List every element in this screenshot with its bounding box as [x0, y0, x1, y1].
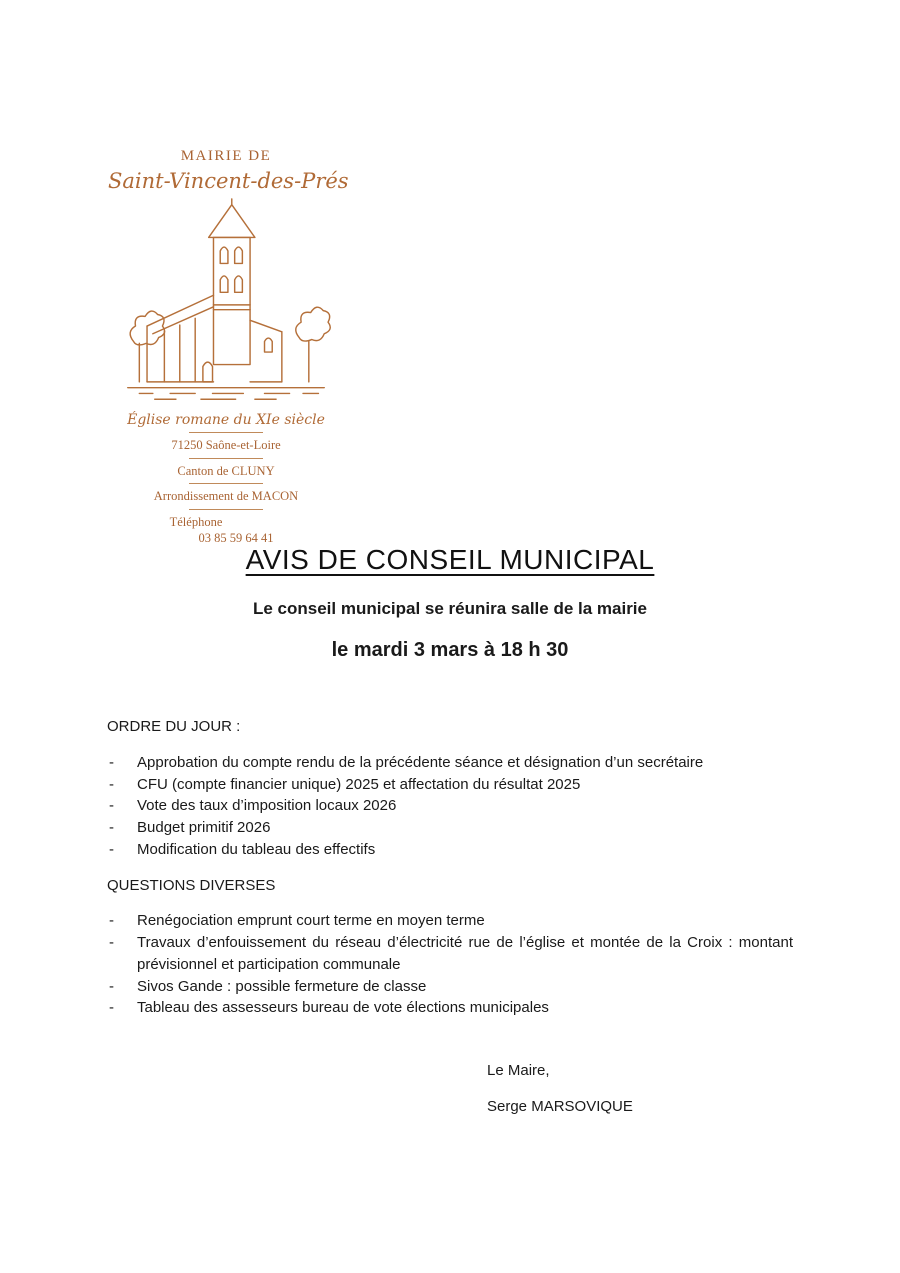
- separator-line: [189, 509, 263, 510]
- list-item: [107, 817, 793, 839]
- list-item: [107, 997, 793, 1019]
- letterhead-canton: Canton de CLUNY: [177, 463, 275, 478]
- subtitle-location: Le conseil municipal se réunira salle de la mairie: [252, 599, 647, 618]
- list-item: [107, 752, 793, 774]
- list-item-text: Budget primitif 2026: [137, 819, 271, 836]
- signature-role: Le Maire,: [487, 1062, 550, 1079]
- church-sketch-image: [108, 197, 344, 410]
- list-item-text: Travaux d’enfouissement du réseau d’électricité rue de l’église et montée de la Croix : montant prévisionnel et participation communale: [137, 934, 793, 973]
- list-marker: -: [109, 797, 114, 815]
- agenda-heading: ORDRE DU JOUR :: [107, 718, 241, 735]
- list-item: [107, 932, 793, 976]
- separator-line: [189, 483, 263, 484]
- questions-list: [107, 910, 793, 1019]
- list-item-text: Vote des taux d’imposition locaux 2026: [137, 797, 397, 815]
- list-item: [107, 774, 793, 796]
- list-item: [107, 795, 793, 817]
- list-item-text: Sivos Gande : possible fermeture de classe: [137, 977, 427, 995]
- list-marker: -: [109, 999, 114, 1017]
- list-marker: -: [109, 753, 114, 771]
- letterhead-mairie-de: MAIRIE DE: [180, 148, 272, 164]
- list-item-text: Approbation du compte rendu de la précédente séance et désignation d’un secrétaire: [137, 753, 704, 771]
- signature-name: Serge MARSOVIQUE: [487, 1098, 633, 1115]
- list-item-text: Tableau des assesseurs bureau de vote élections municipales: [137, 999, 549, 1017]
- list-item-text: Modification du tableau des effectifs: [137, 840, 376, 858]
- page-title: AVIS DE CONSEIL MUNICIPAL: [245, 544, 655, 575]
- list-marker: -: [109, 775, 114, 793]
- letterhead-caption: Église romane du XIe siècle: [127, 412, 325, 428]
- document-body: [107, 716, 793, 1033]
- letterhead: [108, 148, 349, 546]
- letterhead-address: 71250 Saône-et-Loire: [171, 438, 281, 452]
- list-item: [107, 839, 793, 861]
- letterhead-commune-name: Saint-Vincent-des-Prés: [108, 169, 349, 193]
- questions-heading: QUESTIONS DIVERSES: [107, 876, 276, 894]
- list-marker: -: [109, 934, 114, 951]
- list-item: [107, 976, 793, 998]
- list-item-text: CFU (compte financier unique) 2025 et affectation du résultat 2025: [137, 775, 581, 793]
- agenda-list: [107, 752, 793, 861]
- subtitle-date: le mardi 3 mars à 18 h 30: [331, 639, 569, 661]
- list-marker: -: [109, 819, 114, 836]
- letterhead-phone-number: 03 85 59 64 41: [198, 530, 274, 545]
- letterhead-phone-label: Téléphone: [169, 514, 223, 529]
- signature-block: [487, 1062, 633, 1115]
- list-marker: -: [109, 912, 114, 930]
- separator-line: [189, 458, 263, 459]
- list-item: [107, 910, 793, 932]
- list-marker: -: [109, 977, 114, 995]
- list-item-text: Renégociation emprunt court terme en moyen terme: [137, 912, 485, 930]
- list-marker: -: [109, 840, 114, 858]
- separator-line: [189, 432, 263, 433]
- letterhead-arrondissement: Arrondissement de MACON: [153, 489, 299, 504]
